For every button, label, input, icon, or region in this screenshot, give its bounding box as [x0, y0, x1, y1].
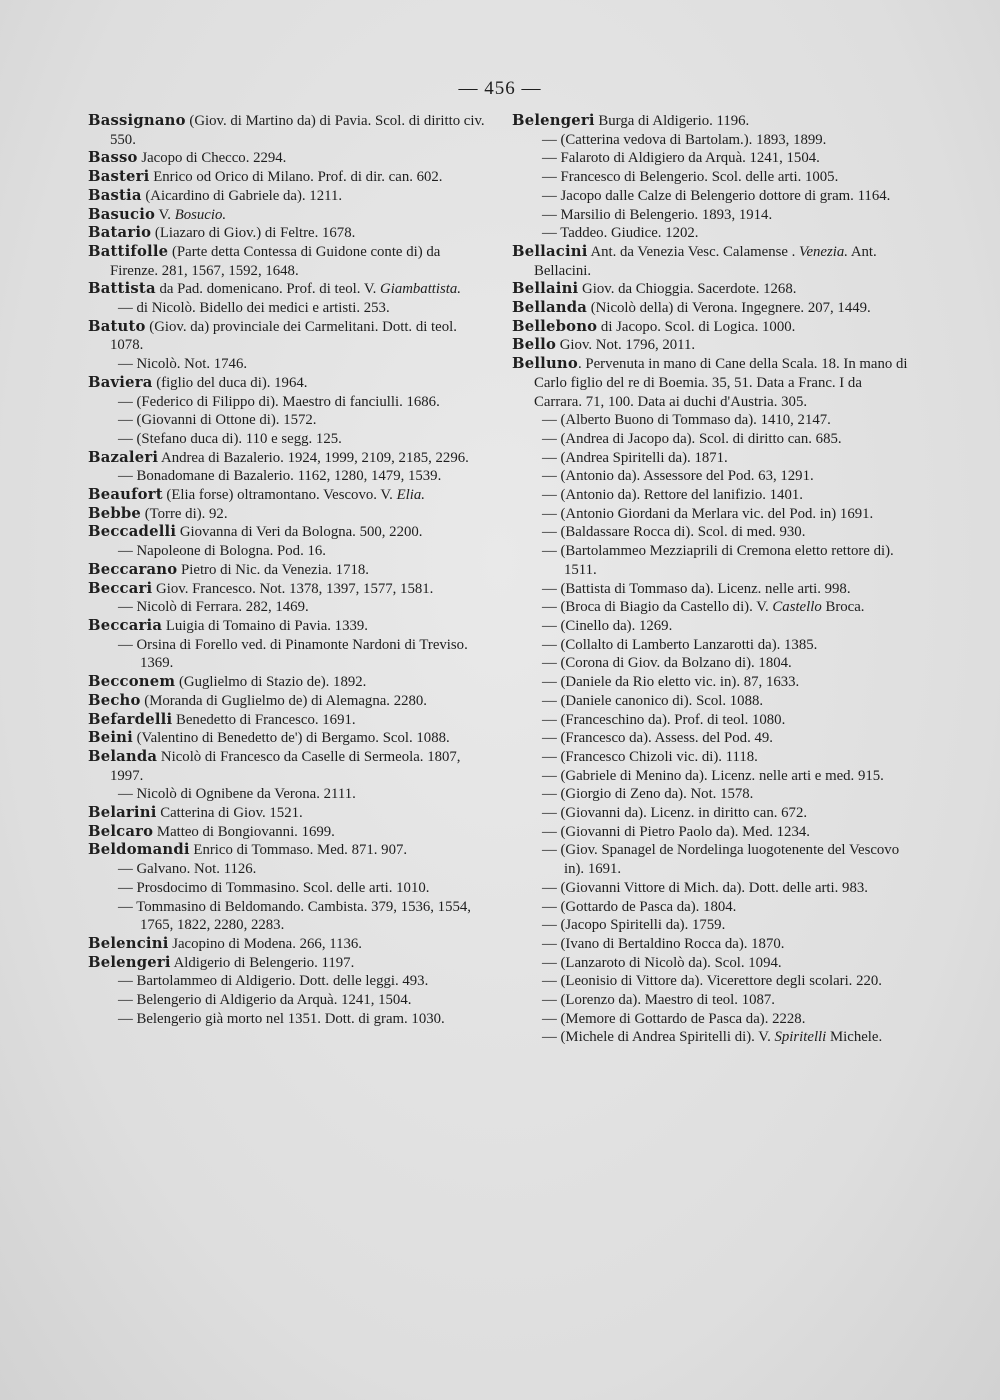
entry-text: — Napoleone di Bologna. Pod. 16. [118, 543, 326, 560]
index-subentry [512, 131, 912, 150]
index-subentry [512, 598, 912, 617]
index-subentry [88, 393, 488, 412]
entry-headword: Bazaleri [88, 448, 159, 466]
entry-headword: Basso [88, 149, 138, 167]
entry-headword: Belarini [88, 804, 157, 822]
entry-headword: Bellanda [512, 299, 588, 317]
entry-text: — (Alberto Buono di Tommaso da). 1410, 2147. [542, 412, 831, 429]
entry-text: Luigia di Tomaino di Pavia. 1339. [162, 617, 368, 634]
entry-text: — (Giovanni da). Licenz. in diritto can. 672. [542, 805, 808, 822]
entry-text: — (Collalto di Lamberto Lanzarotti da). 1385. [542, 636, 818, 653]
index-subentry [512, 1028, 912, 1047]
entry-text: Pietro di Nic. da Venezia. 1718. [177, 561, 369, 578]
index-subentry [88, 636, 488, 673]
index-entry [88, 692, 488, 711]
index-subentry [512, 729, 912, 748]
index-entry [88, 804, 488, 823]
entry-text: — (Francesco Chizoli vic. di). 1118. [542, 748, 758, 765]
entry-text: Giov. Not. 1796, 2011. [556, 337, 696, 354]
index-subentry [88, 879, 488, 898]
index-entry [88, 449, 488, 468]
index-entry [512, 299, 912, 318]
index-entry [88, 823, 488, 842]
index-subentry [512, 467, 912, 486]
index-subentry [88, 598, 488, 617]
index-entry [88, 748, 488, 785]
index-subentry [88, 542, 488, 561]
entry-text: . Pervenuta in mano di Cane della Scala. 18. In mano di Carlo figlio del re di Boemia. 35, 51. Data a Franc. I da Carrara. 71, 100. Data ai duchi d'Austria. 305. [534, 356, 908, 410]
entry-text: Nicolò di Francesco da Caselle di Sermeola. 1807, 1997. [110, 748, 461, 784]
index-subentry [88, 972, 488, 991]
entry-text: — (Gottardo de Pasca da). 1804. [542, 898, 737, 915]
entry-text: — (Francesco da). Assess. del Pod. 49. [542, 730, 773, 747]
index-subentry [512, 636, 912, 655]
entry-text: Giovanna di Veri da Bologna. 500, 2200. [176, 524, 423, 541]
entry-text: — (Daniele canonico di). Scol. 1088. [542, 692, 764, 709]
entry-text: — (Battista di Tommaso da). Licenz. nelle arti. 998. [542, 580, 851, 597]
entry-headword: Belcaro [88, 822, 154, 840]
index-subentry [512, 692, 912, 711]
index-entry [88, 841, 488, 860]
index-subentry [512, 206, 912, 225]
index-entry [512, 318, 912, 337]
entry-text: — (Baldassare Rocca di). Scol. di med. 930. [542, 524, 806, 541]
index-subentry [512, 1010, 912, 1029]
entry-italic-reference: Castello [772, 599, 822, 616]
page-number: — 456 — [458, 78, 542, 99]
entry-text: (Nicolò della) di Verona. Ingegnere. 207, 1449. [587, 300, 871, 317]
index-subentry [88, 1010, 488, 1029]
index-entry [512, 112, 912, 131]
entry-text: — (Catterina vedova di Bartolam.). 1893, 1899. [542, 131, 827, 148]
index-subentry [512, 935, 912, 954]
index-subentry [88, 785, 488, 804]
entry-text: — (Daniele da Rio eletto vic. in). 87, 1633. [542, 674, 800, 691]
entry-text: di Jacopo. Scol. di Logica. 1000. [597, 318, 796, 335]
entry-text-tail: Michele. [826, 1029, 883, 1046]
entry-headword: Belencini [88, 934, 169, 952]
entry-text: (Valentino di Benedetto de') di Bergamo. Scol. 1088. [132, 730, 450, 747]
entry-text: — Bonadomane di Bazalerio. 1162, 1280, 1479, 1539. [118, 468, 442, 485]
entry-headword: Basteri [88, 168, 150, 186]
entry-headword: Beini [88, 729, 133, 747]
index-entry [512, 243, 912, 280]
index-subentry [512, 224, 912, 243]
entry-text: (Giov. di Martino da) di Pavia. Scol. di diritto civ. 550. [110, 113, 485, 148]
entry-text: V. [155, 206, 175, 223]
index-subentry [512, 954, 912, 973]
entry-text-tail: Broca. [821, 599, 865, 616]
entry-text: Jacopo di Checco. 2294. [137, 150, 287, 167]
entry-headword: Beccari [88, 579, 153, 597]
index-subentry [512, 991, 912, 1010]
entry-text: Catterina di Giov. 1521. [156, 805, 303, 822]
index-subentry [512, 673, 912, 692]
entry-text: — Bartolammeo di Aldigerio. Dott. delle leggi. 493. [118, 973, 429, 990]
entry-text: — (Antonio da). Assessore del Pod. 63, 1291. [542, 468, 814, 485]
index-subentry [512, 748, 912, 767]
index-subentry [512, 898, 912, 917]
index-entry [88, 486, 488, 505]
entry-text: — (Antonio da). Rettore del lanifizio. 1401. [542, 487, 803, 504]
index-subentry [512, 823, 912, 842]
entry-headword: Basucio [88, 205, 156, 223]
entry-italic-reference: Bosucio. [174, 206, 227, 223]
entry-text: — Nicolò di Ognibene da Verona. 2111. [118, 786, 356, 803]
index-subentry [512, 187, 912, 206]
entry-italic-reference: Giambattista. [380, 281, 461, 298]
entry-text-tail: Ant. Bellacini. [534, 243, 877, 279]
entry-text: — (Ivano di Bertaldino Rocca da). 1870. [542, 935, 785, 952]
entry-text: — (Giovanni di Pietro Paolo da). Med. 1234. [542, 823, 810, 840]
entry-text: — (Lorenzo da). Maestro di teol. 1087. [542, 992, 775, 1009]
entry-text: — Belengerio già morto nel 1351. Dott. di gram. 1030. [118, 1010, 445, 1027]
entry-italic-reference: Elia. [396, 487, 425, 504]
index-subentry [88, 355, 488, 374]
index-entry [88, 280, 488, 299]
index-subentry [88, 299, 488, 318]
index-subentry [512, 654, 912, 673]
entry-text: (figlio del duca di). 1964. [152, 374, 308, 391]
entry-text: — (Leonisio di Vittore da). Vicerettore degli scolari. 220. [542, 973, 882, 990]
entry-text: — Nicolò di Ferrara. 282, 1469. [118, 599, 309, 616]
index-subentry [512, 430, 912, 449]
entry-text: Giov. Francesco. Not. 1378, 1397, 1577, 1581. [152, 580, 434, 597]
index-entry [88, 580, 488, 599]
index-subentry [512, 580, 912, 599]
index-entry [88, 935, 488, 954]
entry-headword: Becconem [88, 673, 176, 691]
index-subentry [512, 916, 912, 935]
entry-text: — (Bartolammeo Mezziaprili di Cremona eletto rettore di). 1511. [542, 543, 894, 578]
entry-text: da Pad. domenicano. Prof. di teol. V. [155, 281, 381, 298]
index-entry [88, 523, 488, 542]
entry-headword: Batuto [88, 317, 146, 335]
entry-text: (Liazaro di Giov.) di Feltre. 1678. [151, 225, 356, 242]
index-subentry [88, 991, 488, 1010]
entry-text: (Giov. da) provinciale dei Carmelitani. Dott. di teol. 1078. [110, 318, 457, 354]
entry-italic-reference: Venezia. [799, 243, 848, 260]
entry-text: — (Franceschino da). Prof. di teol. 1080. [542, 711, 786, 728]
index-subentry [512, 767, 912, 786]
entry-text: — Taddeo. Giudice. 1202. [542, 225, 699, 242]
entry-headword: Beaufort [88, 486, 163, 504]
entry-headword: Beccadelli [88, 523, 177, 541]
entry-headword: Belanda [88, 747, 158, 765]
entry-text: Ant. da Venezia Vesc. Calamense . [587, 243, 800, 260]
entry-text: — (Giorgio di Zeno da). Not. 1578. [542, 786, 754, 803]
index-subentry [512, 841, 912, 878]
index-entry [88, 224, 488, 243]
index-subentry [512, 449, 912, 468]
entry-italic-reference: Spiritelli [774, 1029, 827, 1046]
entry-text: — Francesco di Belengerio. Scol. delle arti. 1005. [542, 169, 839, 186]
index-subentry [512, 505, 912, 524]
entry-text: — (Stefano duca di). 110 e segg. 125. [118, 430, 342, 447]
entry-text: Enrico od Orico di Milano. Prof. di dir. can. 602. [149, 169, 443, 186]
index-entry [512, 336, 912, 355]
entry-text: (Elia forse) oltramontano. Vescovo. V. [162, 487, 397, 504]
entry-text: — (Giovanni Vittore di Mich. da). Dott. delle arti. 983. [542, 879, 868, 896]
index-subentry [88, 411, 488, 430]
index-entry [88, 374, 488, 393]
index-subentry [88, 430, 488, 449]
index-entry [512, 355, 912, 411]
entry-text: — Nicolò. Not. 1746. [118, 356, 248, 373]
entry-text: — (Michele di Andrea Spiritelli di). V. [542, 1029, 775, 1046]
index-entry [88, 168, 488, 187]
entry-headword: Bastia [88, 186, 142, 204]
entry-text: — (Andrea di Jacopo da). Scol. di diritto can. 685. [542, 430, 842, 447]
entry-text: Enrico di Tommaso. Med. 871. 907. [189, 842, 408, 859]
index-subentry [512, 617, 912, 636]
entry-text: (Guglielmo di Stazio de). 1892. [175, 674, 367, 691]
index-subentry [512, 542, 912, 579]
entry-headword: Battifolle [88, 242, 169, 260]
index-subentry [512, 972, 912, 991]
entry-text: Benedetto di Francesco. 1691. [172, 711, 356, 728]
entry-headword: Bellaini [512, 280, 579, 298]
entry-text: — (Jacopo Spiritelli da). 1759. [542, 917, 726, 934]
index-subentry [512, 879, 912, 898]
entry-text: — Falaroto di Aldigiero da Arquà. 1241, 1504. [542, 150, 820, 167]
index-entry [88, 729, 488, 748]
entry-headword: Batario [88, 224, 152, 242]
index-entry [88, 711, 488, 730]
entry-text: (Torre di). 92. [141, 505, 228, 522]
entry-text: — Marsilio di Belengerio. 1893, 1914. [542, 206, 773, 223]
index-subentry [88, 860, 488, 879]
entry-headword: Bellacini [512, 242, 588, 260]
entry-text: (Moranda di Guglielmo de) di Alemagna. 2280. [140, 692, 427, 709]
entry-text: Jacopino di Modena. 266, 1136. [168, 935, 362, 952]
index-entry [88, 505, 488, 524]
index-entry [88, 243, 488, 280]
entry-text: — (Memore di Gottardo de Pasca da). 2228. [542, 1010, 806, 1027]
entry-text: — (Gabriele di Menino da). Licenz. nelle arti e med. 915. [542, 767, 884, 784]
entry-text: — Tommasino di Beldomando. Cambista. 379, 1536, 1554, 1765, 1822, 2280, 2283. [118, 898, 471, 934]
index-entry [512, 280, 912, 299]
entry-headword: Beccarano [88, 560, 178, 578]
index-subentry [512, 711, 912, 730]
index-subentry [512, 486, 912, 505]
entry-headword: Beccaria [88, 616, 163, 634]
entry-text: — (Lanzaroto di Nicolò da). Scol. 1094. [542, 954, 782, 971]
index-entry [88, 318, 488, 355]
entry-headword: Bello [512, 336, 557, 354]
index-subentry [512, 411, 912, 430]
entry-text: Aldigerio di Belengerio. 1197. [170, 954, 355, 971]
index-entry [88, 149, 488, 168]
entry-text: — (Federico di Filippo di). Maestro di fanciulli. 1686. [118, 393, 440, 410]
index-entry [88, 206, 488, 225]
entry-text: — (Giov. Spanagel de Nordelinga luogotenente del Vescovo in). 1691. [542, 842, 900, 878]
entry-text: — Galvano. Not. 1126. [118, 861, 257, 878]
index-subentry [512, 804, 912, 823]
entry-text: — Jacopo dalle Calze di Belengerio dottore di gram. 1164. [542, 187, 891, 204]
entry-text: — di Nicolò. Bidello dei medici e artisti. 253. [118, 300, 390, 317]
entry-headword: Befardelli [88, 710, 173, 728]
entry-text: — Orsina di Forello ved. di Pinamonte Nardoni di Treviso. 1369. [118, 636, 468, 672]
entry-text: — Belengerio di Aldigerio da Arquà. 1241, 1504. [118, 992, 412, 1009]
entry-text: (Parte detta Contessa di Guidone conte di) da Firenze. 281, 1567, 1592, 1648. [110, 243, 441, 279]
entry-text: — (Cinello da). 1269. [542, 617, 673, 634]
entry-text: — (Corona di Giov. da Bolzano di). 1804. [542, 655, 792, 672]
entry-text: Matteo di Bongiovanni. 1699. [153, 823, 335, 840]
entry-text: — (Antonio Giordani da Merlara vic. del Pod. in) 1691. [542, 505, 874, 522]
entry-headword: Battista [88, 280, 156, 298]
index-subentry [88, 467, 488, 486]
entry-text: Andrea di Bazalerio. 1924, 1999, 2109, 2185, 2296. [158, 449, 469, 466]
entry-headword: Belengeri [88, 953, 171, 971]
left-column [88, 112, 488, 1028]
entry-headword: Becho [88, 691, 141, 709]
entry-text: (Aicardino di Gabriele da). 1211. [141, 187, 343, 204]
entry-text: Burga di Aldigerio. 1196. [594, 113, 750, 129]
entry-headword: Belengeri [512, 112, 595, 129]
entry-text: — (Giovanni di Ottone di). 1572. [118, 412, 317, 429]
entry-headword: Baviera [88, 373, 153, 391]
index-subentry [512, 168, 912, 187]
right-column [512, 112, 912, 1047]
entry-headword: Beldomandi [88, 841, 190, 859]
entry-headword: Bellebono [512, 317, 598, 335]
index-entry [88, 561, 488, 580]
index-subentry [512, 149, 912, 168]
entry-headword: Belluno [512, 355, 578, 373]
index-entry [88, 954, 488, 973]
index-subentry [512, 785, 912, 804]
index-subentry [512, 523, 912, 542]
index-entry [88, 673, 488, 692]
index-entry [88, 187, 488, 206]
entry-headword: Bebbe [88, 504, 142, 522]
entry-headword: Bassignano [88, 112, 186, 129]
index-entry [88, 617, 488, 636]
index-entry [88, 112, 488, 149]
index-subentry [88, 898, 488, 935]
entry-text: — Prosdocimo di Tommasino. Scol. delle arti. 1010. [118, 879, 430, 896]
entry-text: — (Broca di Biagio da Castello di). V. [542, 599, 773, 616]
entry-text: Giov. da Chioggia. Sacerdote. 1268. [578, 281, 797, 298]
entry-text: — (Andrea Spiritelli da). 1871. [542, 449, 728, 466]
